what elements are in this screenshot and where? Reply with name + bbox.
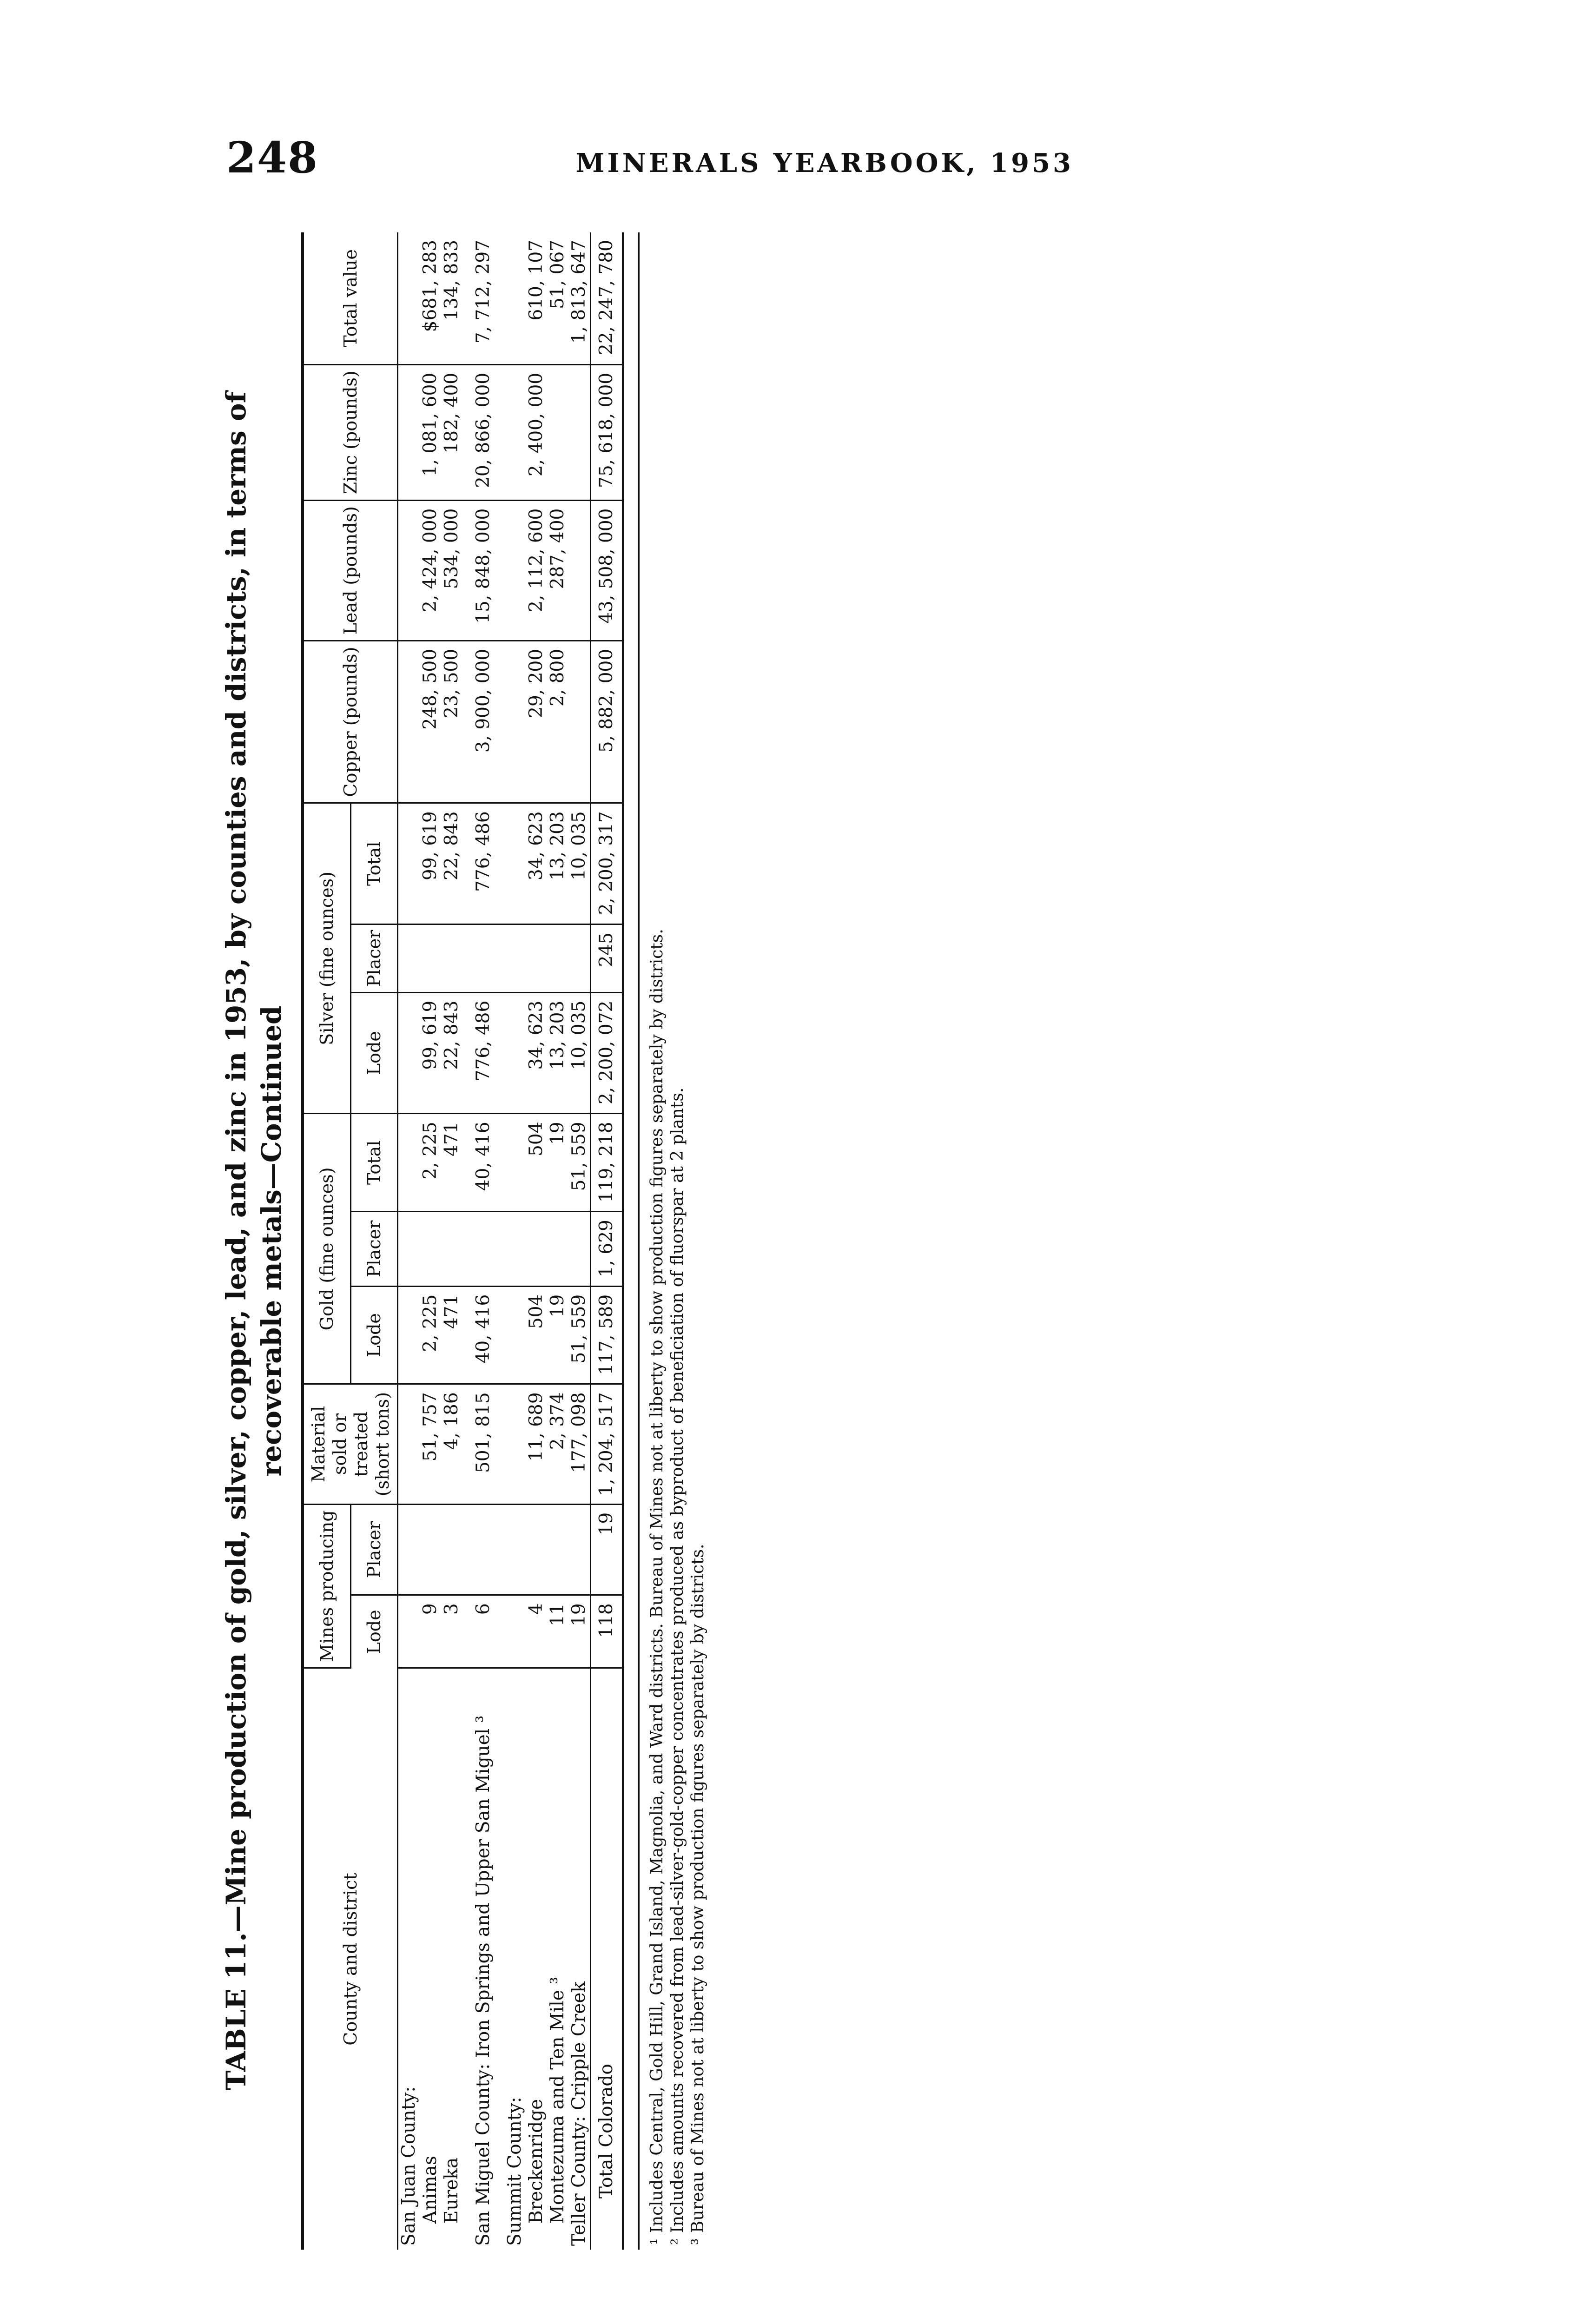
rotated-table-block — [218, 232, 799, 2250]
header-silver: Silver (fine ounces) — [303, 803, 350, 1114]
cell-zinc: 182, 400 — [441, 364, 462, 500]
cell-silver-lode: 34, 623 — [526, 992, 547, 1114]
row-name: Breckenridge — [526, 2099, 547, 2224]
cell-material — [398, 1384, 420, 1504]
header-mines-lode: Lode — [350, 1595, 397, 1668]
cell-silver-total: 34, 623 — [526, 803, 547, 924]
cell-gold-lode: 51, 559 — [568, 1286, 591, 1384]
cell-material: 4, 186 — [441, 1384, 462, 1504]
cell-silver-placer — [473, 924, 494, 993]
cell-silver-lode: 99, 619 — [420, 992, 441, 1114]
cell-placer — [398, 1504, 420, 1595]
cell-copper — [398, 640, 420, 803]
cell-gold-placer — [420, 1212, 441, 1287]
row-name: San Miguel County: Iron Springs and Upper San Miguel ³ — [473, 1715, 494, 2246]
header-zinc: Zinc (pounds) — [303, 364, 398, 500]
total-gold-lode: 117, 589 — [591, 1286, 623, 1384]
cell-copper: 3, 900, 000 — [473, 640, 494, 803]
header-lead: Lead (pounds) — [303, 500, 398, 640]
cell-lead: 287, 400 — [547, 500, 568, 640]
cell-gold-lode: 504 — [526, 1286, 547, 1384]
cell-gold-placer — [504, 1212, 526, 1287]
row-name: Teller County: Cripple Creek — [568, 1981, 589, 2246]
cell-copper — [504, 640, 526, 803]
total-lead: 43, 508, 000 — [591, 500, 623, 640]
table-row — [504, 232, 526, 2250]
cell-gold-placer — [473, 1212, 494, 1287]
cell-zinc: 20, 866, 000 — [473, 364, 494, 500]
header-gold-lode: Lode — [350, 1286, 397, 1384]
cell-placer — [568, 1504, 591, 1595]
footnotes — [638, 232, 708, 2250]
cell-lead — [398, 500, 420, 640]
cell-gold-lode: 19 — [547, 1286, 568, 1384]
total-placer: 19 — [591, 1504, 623, 1595]
cell-silver-lode: 13, 203 — [547, 992, 568, 1114]
cell-silver-placer — [420, 924, 441, 993]
cell-material: 501, 815 — [473, 1384, 494, 1504]
cell-zinc — [547, 364, 568, 500]
header-mines-placer: Placer — [350, 1504, 397, 1595]
total-silver-total: 2, 200, 317 — [591, 803, 623, 924]
table-title — [218, 232, 289, 2250]
cell-lead: 15, 848, 000 — [473, 500, 494, 640]
cell-silver-placer — [526, 924, 547, 993]
cell-silver-total: 22, 843 — [441, 803, 462, 924]
header-gold-placer: Placer — [350, 1212, 397, 1287]
cell-lode: 9 — [420, 1595, 441, 1668]
header-material: Material sold or treated (short tons) — [303, 1384, 398, 1504]
cell-value — [398, 232, 420, 364]
cell-gold-total: 19 — [547, 1114, 568, 1212]
cell-silver-total: 13, 203 — [547, 803, 568, 924]
cell-placer — [441, 1504, 462, 1595]
table-row — [547, 232, 568, 2250]
header-gold-total: Total — [350, 1114, 397, 1212]
cell-lead: 534, 000 — [441, 500, 462, 640]
cell-lead — [568, 500, 591, 640]
total-lode: 118 — [591, 1595, 623, 1668]
cell-silver-lode: 10, 035 — [568, 992, 591, 1114]
row-name: San Juan County: — [398, 2086, 419, 2246]
cell-copper: 2, 800 — [547, 640, 568, 803]
header-value: Total value — [303, 232, 398, 364]
cell-lode: 19 — [568, 1595, 591, 1668]
cell-value: 1, 813, 647 — [568, 232, 591, 364]
cell-placer — [504, 1504, 526, 1595]
total-silver-placer: 245 — [591, 924, 623, 993]
cell-silver-total — [398, 803, 420, 924]
table-row — [398, 232, 420, 2250]
cell-zinc — [398, 364, 420, 500]
header-mines: Mines producing — [303, 1504, 350, 1668]
total-material: 1, 204, 517 — [591, 1384, 623, 1504]
cell-gold-placer — [526, 1212, 547, 1287]
footnote-3: ³ Bureau of Mines not at liberty to show production figures separately by districts. — [688, 1544, 707, 2245]
cell-copper — [568, 640, 591, 803]
row-gap — [462, 232, 473, 2250]
table-row — [526, 232, 547, 2250]
cell-material: 177, 098 — [568, 1384, 591, 1504]
cell-gold-placer — [547, 1212, 568, 1287]
cell-value: 51, 067 — [547, 232, 568, 364]
table-body — [398, 232, 623, 2250]
cell-gold-total: 40, 416 — [473, 1114, 494, 1212]
total-name: Total Colorado — [591, 1668, 623, 2250]
cell-copper: 29, 200 — [526, 640, 547, 803]
header-copper: Copper (pounds) — [303, 640, 398, 803]
cell-silver-placer — [547, 924, 568, 993]
total-silver-lode: 2, 200, 072 — [591, 992, 623, 1114]
cell-silver-placer — [398, 924, 420, 993]
cell-lode — [504, 1595, 526, 1668]
cell-zinc: 1, 081, 600 — [420, 364, 441, 500]
production-table — [301, 232, 624, 2250]
cell-gold-lode: 40, 416 — [473, 1286, 494, 1384]
header-silver-lode: Lode — [350, 992, 397, 1114]
cell-gold-lode — [398, 1286, 420, 1384]
cell-silver-lode: 22, 843 — [441, 992, 462, 1114]
cell-silver-total: 776, 486 — [473, 803, 494, 924]
row-name: Animas — [420, 2155, 441, 2224]
total-row — [591, 232, 623, 2250]
row-name: Montezuma and Ten Mile ³ — [547, 1977, 568, 2224]
cell-gold-total: 504 — [526, 1114, 547, 1212]
total-gold-total: 119, 218 — [591, 1114, 623, 1212]
cell-gold-lode — [504, 1286, 526, 1384]
cell-silver-lode — [398, 992, 420, 1114]
cell-silver-total — [504, 803, 526, 924]
cell-silver-lode: 776, 486 — [473, 992, 494, 1114]
cell-placer — [473, 1504, 494, 1595]
cell-value — [504, 232, 526, 364]
table-row — [420, 232, 441, 2250]
cell-lode — [398, 1595, 420, 1668]
cell-zinc — [504, 364, 526, 500]
cell-material: 51, 757 — [420, 1384, 441, 1504]
cell-silver-lode — [504, 992, 526, 1114]
cell-lode: 11 — [547, 1595, 568, 1668]
cell-silver-placer — [568, 924, 591, 993]
total-gold-placer: 1, 629 — [591, 1212, 623, 1287]
cell-lode: 4 — [526, 1595, 547, 1668]
cell-gold-placer — [568, 1212, 591, 1287]
cell-material: 2, 374 — [547, 1384, 568, 1504]
cell-zinc: 2, 400, 000 — [526, 364, 547, 500]
cell-copper: 23, 500 — [441, 640, 462, 803]
cell-value: 134, 833 — [441, 232, 462, 364]
cell-placer — [420, 1504, 441, 1595]
cell-placer — [526, 1504, 547, 1595]
footnote-2: ² Includes amounts recovered from lead-silver-gold-copper concentrates produced as byproduct of beneficiation of fluorspar at 2 plants. — [668, 1087, 687, 2245]
header-silver-placer: Placer — [350, 924, 397, 993]
running-title: MINERALS YEARBOOK, 1953 — [575, 148, 1074, 178]
total-copper: 5, 882, 000 — [591, 640, 623, 803]
table-title-line-2: recoverable metals—Continued — [256, 1005, 287, 1477]
table-title-line-1: TABLE 11.—Mine production of gold, silver, copper, lead, and zinc in 1953, by counties and districts, in terms of — [220, 391, 252, 2091]
cell-gold-total: 2, 225 — [420, 1114, 441, 1212]
cell-silver-total: 10, 035 — [568, 803, 591, 924]
cell-lode: 6 — [473, 1595, 494, 1668]
total-value: 22, 247, 780 — [591, 232, 623, 364]
header-silver-total: Total — [350, 803, 397, 924]
cell-gold-placer — [398, 1212, 420, 1287]
cell-gold-placer — [441, 1212, 462, 1287]
page-number: 248 — [226, 132, 319, 183]
cell-lead — [504, 500, 526, 640]
cell-gold-total: 471 — [441, 1114, 462, 1212]
table-row — [568, 232, 591, 2250]
table-row — [473, 232, 494, 2250]
cell-material: 11, 689 — [526, 1384, 547, 1504]
cell-zinc — [568, 364, 591, 500]
cell-gold-total — [504, 1114, 526, 1212]
row-name: Summit County: — [504, 2097, 525, 2246]
row-name: Eureka — [441, 2157, 462, 2224]
cell-gold-lode: 2, 225 — [420, 1286, 441, 1384]
header-county: County and district — [303, 1668, 398, 2250]
cell-silver-placer — [504, 924, 526, 993]
cell-placer — [547, 1504, 568, 1595]
cell-value: 610, 107 — [526, 232, 547, 364]
header-gold: Gold (fine ounces) — [303, 1114, 350, 1384]
cell-gold-total: 51, 559 — [568, 1114, 591, 1212]
cell-gold-lode: 471 — [441, 1286, 462, 1384]
table-row — [441, 232, 462, 2250]
cell-value: $681, 283 — [420, 232, 441, 364]
cell-copper: 248, 500 — [420, 640, 441, 803]
cell-silver-total: 99, 619 — [420, 803, 441, 924]
cell-material — [504, 1384, 526, 1504]
cell-silver-placer — [441, 924, 462, 993]
cell-lead: 2, 424, 000 — [420, 500, 441, 640]
cell-gold-total — [398, 1114, 420, 1212]
cell-lode: 3 — [441, 1595, 462, 1668]
cell-value: 7, 712, 297 — [473, 232, 494, 364]
total-zinc: 75, 618, 000 — [591, 364, 623, 500]
row-gap — [494, 232, 504, 2250]
footnote-1: ¹ Includes Central, Gold Hill, Grand Island, Magnolia, and Ward districts. Bureau of Mines not at liberty to show production figures separately by districts. — [647, 929, 667, 2245]
cell-lead: 2, 112, 600 — [526, 500, 547, 640]
